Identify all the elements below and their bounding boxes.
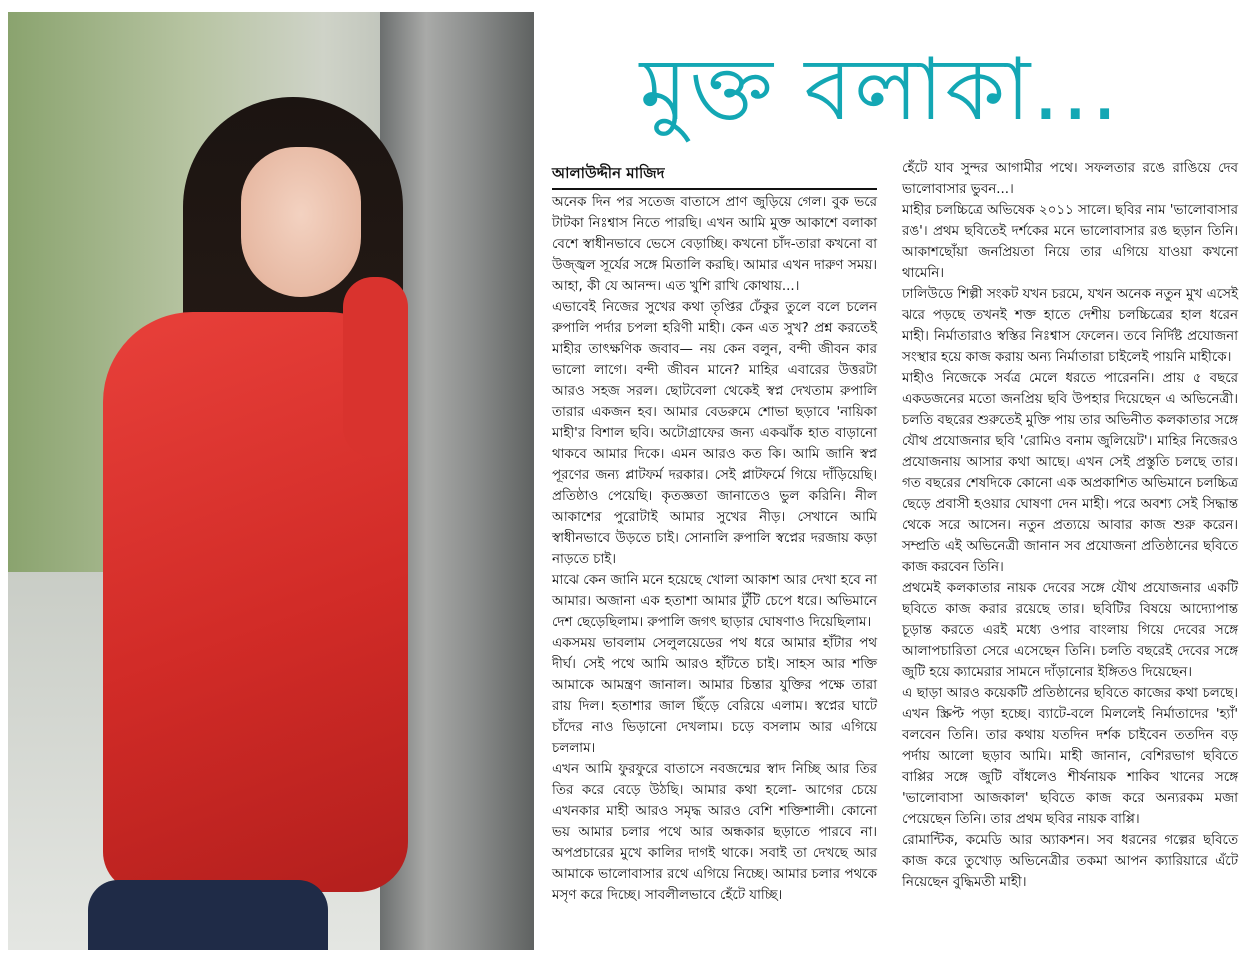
byline: আলাউদ্দীন মাজিদ (552, 164, 665, 182)
paragraph: অনেক দিন পর সতেজ বাতাসে প্রাণ জুড়িয়ে গেল। বুক ভরে টাটকা নিঃশ্বাস নিতে পারছি। এখন আমি মুক্ত আকাশে বলাকা বেশে স্বাধীনভাবে ভেসে বেড়াচ্ছি। কখনো চাঁদ-তারা কখনো বা উজ্জ্বল সূর্যের সঙ্গে মিতালি করছি। আমার এখন দারুণ সময়। আহা, কী যে আনন্দ। এত খুশি রাখি কোথায়...। (552, 195, 877, 294)
paragraph: রোমান্টিক, কমেডি আর অ্যাকশন। সব ধরনের গল্পের ছবিতে কাজ করে তুখোড় অভিনেত্রীর তকমা আপন ক্যারিয়ারে এঁটে নিয়েছেন বুদ্ধিমতী মাহী। (902, 833, 1238, 890)
paragraph: মাহীর চলচ্চিত্রে অভিষেক ২০১১ সালে। ছবির নাম 'ভালোবাসার রঙ'। প্রথম ছবিতেই দর্শকের মনে ভালোবাসার রঙ ছড়ান তিনি। আকাশছোঁয়া জনপ্রিয়তা নিয়ে তার এগিয়ে যাওয়া কখনো থামেনি। (902, 203, 1238, 281)
paragraph: একসময় ভাবলাম সেলুলয়েডের পথ ধরে আমার হাঁটার পথ দীর্ঘ। সেই পথে আমি আরও হাঁটতে চাই। সাহস আর শক্তি আমাকে আমন্ত্রণ জানাল। আমার চিন্তার যুক্তির পক্ষে তারা রায় দিল। হতাশার জাল ছিঁড়ে বেরিয়ে এলাম। স্বপ্নের ঘাটে চাঁদের নাও ভিড়ানো দেখলাম। চড়ে বসলাম আর এগিয়ে চললাম। (552, 636, 877, 756)
byline-rule (552, 188, 877, 190)
article-column-1 (552, 192, 877, 906)
paragraph: এ ছাড়া আরও কয়েকটি প্রতিষ্ঠানের ছবিতে কাজের কথা চলছে। এখন স্ক্রিপ্ট পড়া হচ্ছে। ব্যাটে-বলে মিললেই নির্মাতাদের 'হ্যাঁ' বলবেন তিনি। তার কথায় যতদিন দর্শক চাইবেন ততদিন বড় পর্দায় আলো ছড়াব আমি। মাহী জানান, বেশিরভাগ ছবিতে বাপ্পির সঙ্গে জুটি বাঁধলেও শীর্ষনায়ক শাকিব খানের সঙ্গে 'ভালোবাসা আজকাল' ছবিতে কাজ করে অন্যরকম মজা পেয়েছেন তিনি। তার প্রথম ছবির নায়ক বাপ্পি। (902, 686, 1238, 827)
photo-face (241, 147, 361, 297)
feature-photo (8, 12, 534, 950)
article-column-2 (902, 158, 1238, 893)
headline: মুক্ত বলাকা... (639, 40, 1121, 140)
paragraph: মাহীও নিজেকে সর্বত্র মেলে ধরতে পারেননি। প্রায় ৫ বছরে একডজনের মতো জনপ্রিয় ছবি উপহার দিয়েছেন এ অভিনেত্রী। চলতি বছরের শুরুতেই মুক্তি পায় তার অভিনীত কলকাতার সঙ্গে যৌথ প্রযোজনার ছবি 'রোমিও বনাম জুলিয়েট'। মাহির নিজেরও প্রযোজনায় আসার কথা আছে। এখন সেই প্রস্তুতি চলছে তার। গত বছরের শেষদিকে কোনো এক অপ্রকাশিত অভিমানে চলচ্চিত্র ছেড়ে প্রবাসী হওয়ার ঘোষণা দেন মাহী। পরে অবশ্য সেই সিদ্ধান্ত থেকে সরে আসেন। নতুন প্রত্যয়ে আবার কাজ শুরু করেন। সম্প্রতি এই অভিনেত্রী জানান সব প্রযোজনা প্রতিষ্ঠানের ছবিতে কাজ করবেন তিনি। (902, 371, 1238, 575)
photo-jeans (88, 880, 328, 950)
paragraph: এখন আমি ফুরফুরে বাতাসে নবজন্মের স্বাদ নিচ্ছি আর তির তির করে বেড়ে উঠছি। আমার কথা হলো- আগের চেয়ে এখনকার মাহী আরও সমৃদ্ধ আরও বেশি শক্তিশালী। কোনো ভয় আমার চলার পথে আর অন্ধকার ছড়াতে পারবে না। অপপ্রচারের মুখে কালির দাগই থাকে। সবাই তা দেখছে আর আমাকে ভালোবাসার রথে এগিয়ে নিচ্ছে। আমার চলার পথকে মসৃণ করে দিচ্ছে। সাবলীলভাবে হেঁটে যাচ্ছি। (552, 762, 877, 903)
paragraph: ঢালিউডে শিল্পী সংকট যখন চরমে, যখন অনেক নতুন মুখ এসেই ঝরে পড়ছে তখনই শক্ত হাতে দেশীয় চলচ্চিত্রের হাল ধরেন মাহী। নির্মাতারাও স্বস্তির নিঃশ্বাস ফেলেন। তবে নির্দিষ্ট প্রযোজনা সংস্থার হয়ে কাজ করায় অন্য নির্মাতারা চাইলেই পায়নি মাহীকে। (902, 287, 1238, 365)
paragraph: হেঁটে যাব সুন্দর আগামীর পথে। সফলতার রঙে রাঙিয়ে দেব ভালোবাসার ভুবন...। (902, 161, 1238, 197)
photo-arm (343, 277, 408, 457)
paragraph: প্রথমেই কলকাতার নায়ক দেবের সঙ্গে যৌথ প্রযোজনার একটি ছবিতে কাজ করার রয়েছে তার। ছবিটির বিষয়ে আদ্যোপান্ত চূড়ান্ত করতে এরই মধ্যে ওপার বাংলায় গিয়ে দেবের সঙ্গে আলাপচারিতা সেরে এসেছেন তিনি। চলতি বছরেই দেবের সঙ্গে জুটি হয়ে ক্যামেরার সামনে দাঁড়ানোর ইঙ্গিতও দিয়েছেন। (902, 581, 1238, 680)
paragraph: এভাবেই নিজের সুখের কথা তৃপ্তির ঢেঁকুর তুলে বলে চলেন রুপালি পর্দার চপলা হরিণী মাহী। কেন এত সুখ? প্রশ্ন করতেই মাহীর তাৎক্ষণিক জবাব— নয় কেন বলুন, বন্দী জীবন কার ভালো লাগে। বন্দী জীবন মানে? মাহির এবারের উত্তরটা আরও সহজ সরল। ছোটবেলা থেকেই স্বপ্ন দেখতাম রুপালি তারার একজন হব। আমার বেডরুমে শোভা ছড়াবে 'নায়িকা মাহী'র বিশাল ছবি। অটোগ্রাফের জন্য একঝাঁক হাত বাড়ানো থাকবে আমার দিকে। এমন আরও কত কি। আমি জানি স্বপ্ন পূরণের জন্য প্লাটফর্ম দরকার। সেই প্লাটফর্মে গিয়ে দাঁড়িয়েছি। প্রতিষ্ঠাও পেয়েছি। কৃতজ্ঞতা জানাতেও ভুল করিনি। নীল আকাশের পুরোটাই আমার সুখের নীড়। সেখানে আমি স্বাধীনভাবে উড়তে চাই। সোনালি রুপালি স্বপ্নের দরজায় কড়া নাড়তে চাই। (552, 300, 877, 567)
paragraph: মাঝে কেন জানি মনে হয়েছে খোলা আকাশ আর দেখা হবে না আমার। অজানা এক হতাশা আমার টুঁটি চেপে ধরে। অভিমানে দেশ ছেড়েছিলাম। রুপালি জগৎ ছাড়ার ঘোষণাও দিয়েছিলাম। (552, 573, 877, 630)
